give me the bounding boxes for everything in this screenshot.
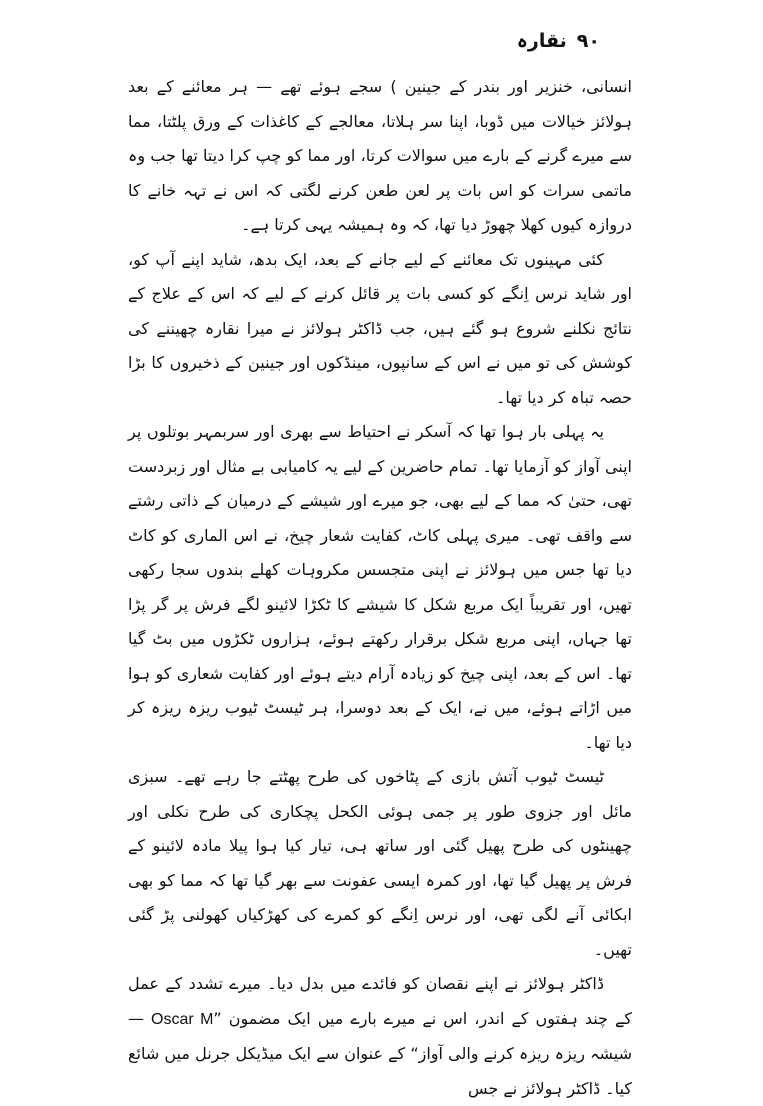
paragraph: انسانی، خنزیر اور بندر کے جینین ) سجے ہوئے تھے — ہر معائنے کے بعد ہولائز خیالات میں ڈوبا، اپنا سر ہلاتا، معالجے کے کاغذات کے ورق پلٹتا، مما سے میرے گرنے کے بارے میں سوالات کرتا، اور مما کو چپ کرا دیتا تھا جب وہ ماتمی سرات کو اس بات پر لعن طعن کرنے لگتی کہ اس نے تہہ خانے کا دروازہ کیوں کھلا چھوڑ دیا تھا، کہ وہ ہمیشہ یہی کرتا ہے۔ <box>128 77 632 234</box>
paragraph-last-start: ڈاکٹر ہولائز نے اپنے نقصان کو فائدے میں بدل دیا۔ میرے تشدد کے عمل کے چند ہفتوں کے اندر، اس نے میرے بارے میں ایک مضمون ” <box>128 974 632 1028</box>
page-number: ۹۰ <box>576 30 600 52</box>
paragraph-last <box>128 967 632 1106</box>
article-title-latin: Oscar M <box>151 1010 214 1028</box>
paragraph-last-end: — شیشہ ریزہ ریزہ کرنے والی آواز“ کے عنوان سے ایک میڈیکل جرنل میں شائع کیا۔ ڈاکٹر ہولائز نے جس <box>128 1008 632 1098</box>
paragraph: کئی مہینوں تک معائنے کے لیے جانے کے بعد، ایک بدھ، شاید اپنے آپ کو، اور شاید نرس اِنگے کو کسی بات پر قائل کرنے کے لیے کہ اس کے علاج کے نتائج نکلنے شروع ہو گئے ہیں، جب ڈاکٹر ہولائز نے میرا نقارہ چھیننے کی کوشش کی تو میں نے اس کے سانپوں، مینڈکوں اور جینین کے ذخیروں کا بڑا حصہ تباہ کر دیا تھا۔ <box>128 249 632 407</box>
book-title: نقارہ <box>516 30 567 52</box>
paragraph: ٹیسٹ ٹیوب آتش بازی کے پٹاخوں کی طرح پھٹتے جا رہے تھے۔ سبزی مائل اور جزوی طور پر جمی ہوئی الکحل پچکاری کی طرح نکلی اور چھینٹوں کی طرح پھیل گئی اور ساتھ ہی، تیار کیا ہوا پیلا مادہ لائینو کے فرش پر پھیل گیا تھا، اور کمرہ ایسی عفونت سے بھر گیا تھا کہ مما کو بھی ابکائی آنے لگی تھی، اور نرس اِنگے کو کمرے کی کھڑکیاں کھولنی پڑ گئی تھیں۔ <box>128 767 632 959</box>
body-text <box>128 70 632 1106</box>
paragraph: یہ پہلی بار ہوا تھا کہ آسکر نے احتیاط سے بھری اور سربمہر بوتلوں پر اپنی آواز کو آزمایا تھا۔ تمام حاضرین کے لیے یہ کامیابی بے مثال اور زبردست تھی، حتیٰ کہ مما کے لیے بھی، جو میرے اور شیشے کے درمیان کے ذاتی رشتے سے واقف تھی۔ میری پہلی کاٹ، کفایت شعار چیخ، نے اس الماری کو کاٹ دیا تھا جس میں ہولائز نے اپنی متجسس مکروہات کھلے بندوں سجا رکھی تھیں، اور تقریباً ایک مربع شکل کا شیشے کا ٹکڑا لائینو لگے فرش پر گر پڑا تھا جہاں، اپنی مربع شکل برقرار رکھتے ہوئے، ہزاروں ٹکڑوں میں بٹ گیا تھا۔ اس کے بعد، اپنی چیخ کو زیادہ آرام دیتے ہوئے اور کفایت شعاری کو ہوا میں اڑاتے ہوئے، میں نے، ایک کے بعد دوسرا، ہر ٹیسٹ ٹیوب ریزہ ریزہ کر دیا تھا۔ <box>128 422 632 752</box>
page-header <box>517 30 600 52</box>
